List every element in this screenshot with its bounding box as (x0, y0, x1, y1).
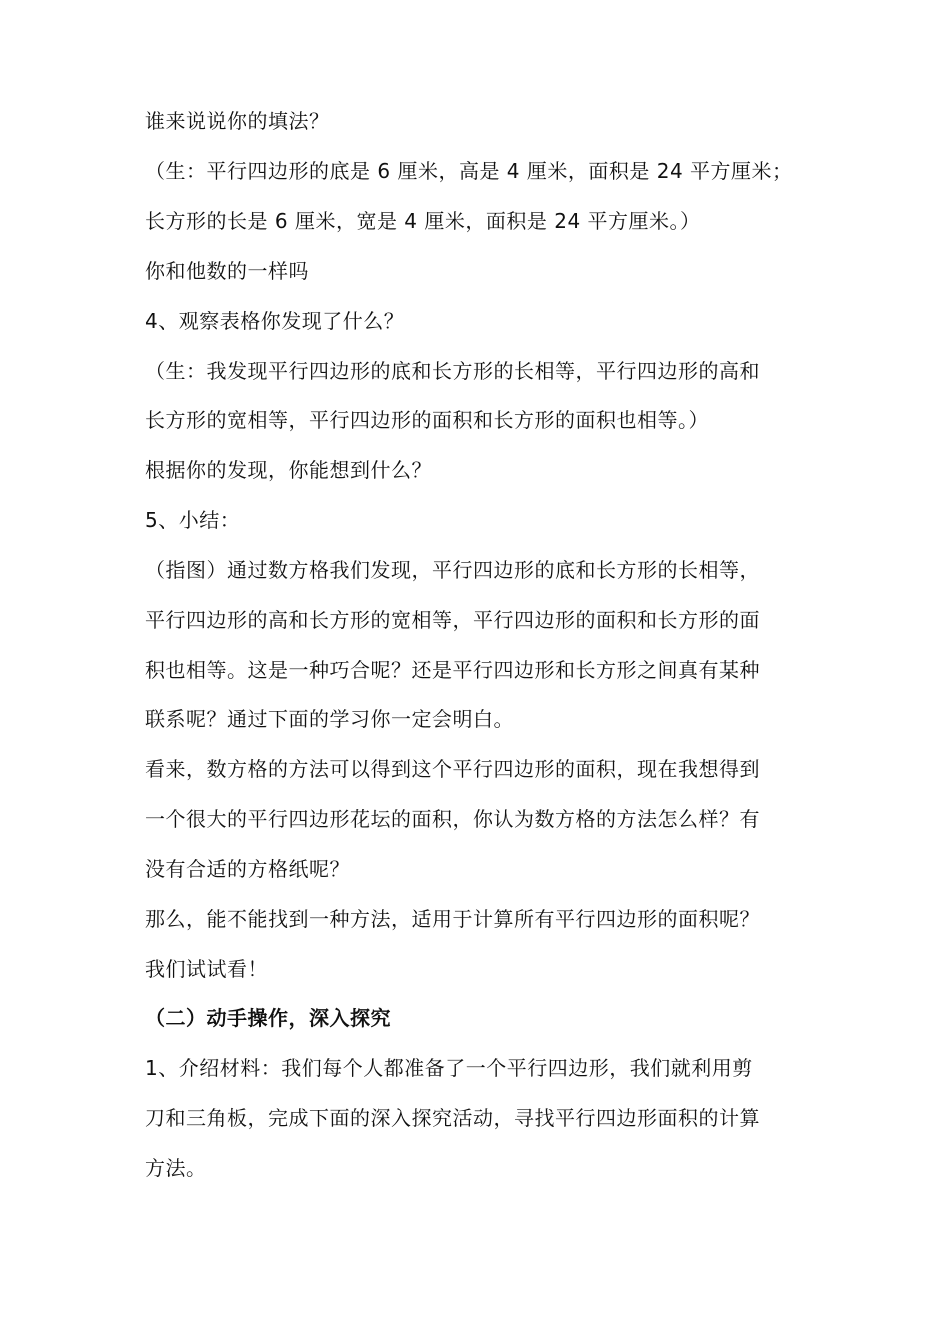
text-line: 刀和三角板，完成下面的深入探究活动，寻找平行四边形面积的计算 (145, 1106, 760, 1130)
text-line: 1、介绍材料：我们每个人都准备了一个平行四边形，我们就利用剪 (145, 1056, 753, 1080)
text-line: 根据你的发现，你能想到什么？ (145, 458, 432, 482)
text-line: 我们试试看！ (145, 957, 268, 981)
text-line: 联系呢？通过下面的学习你一定会明白。 (145, 707, 514, 731)
text-line: 你和他数的一样吗 (145, 259, 309, 283)
text-line: （指图）通过数方格我们发现，平行四边形的底和长方形的长相等， (145, 558, 760, 582)
text-line: 一个很大的平行四边形花坛的面积，你认为数方格的方法怎么样？有 (145, 807, 760, 831)
text-line: 平行四边形的高和长方形的宽相等，平行四边形的面积和长方形的面 (145, 608, 760, 632)
text-line: 方法。 (145, 1156, 207, 1180)
section-heading: （二）动手操作，深入探究 (145, 1006, 391, 1030)
text-line: 那么，能不能找到一种方法，适用于计算所有平行四边形的面积呢？ (145, 907, 760, 931)
text-line: 长方形的长是 6 厘米，宽是 4 厘米，面积是 24 平方厘米。） (145, 209, 701, 233)
text-line: 4、观察表格你发现了什么？ (145, 309, 405, 333)
text-line: 看来，数方格的方法可以得到这个平行四边形的面积，现在我想得到 (145, 757, 760, 781)
text-line: （生：平行四边形的底是 6 厘米，高是 4 厘米，面积是 24 平方厘米； (145, 159, 793, 183)
text-line: 5、小结： (145, 508, 241, 532)
text-line: （生：我发现平行四边形的底和长方形的长相等，平行四边形的高和 (145, 359, 760, 383)
text-line: 没有合适的方格纸呢？ (145, 857, 350, 881)
text-line: 长方形的宽相等，平行四边形的面积和长方形的面积也相等。） (145, 408, 709, 432)
text-line: 积也相等。这是一种巧合呢？还是平行四边形和长方形之间真有某种 (145, 658, 760, 682)
text-line: 谁来说说你的填法？ (145, 109, 330, 133)
